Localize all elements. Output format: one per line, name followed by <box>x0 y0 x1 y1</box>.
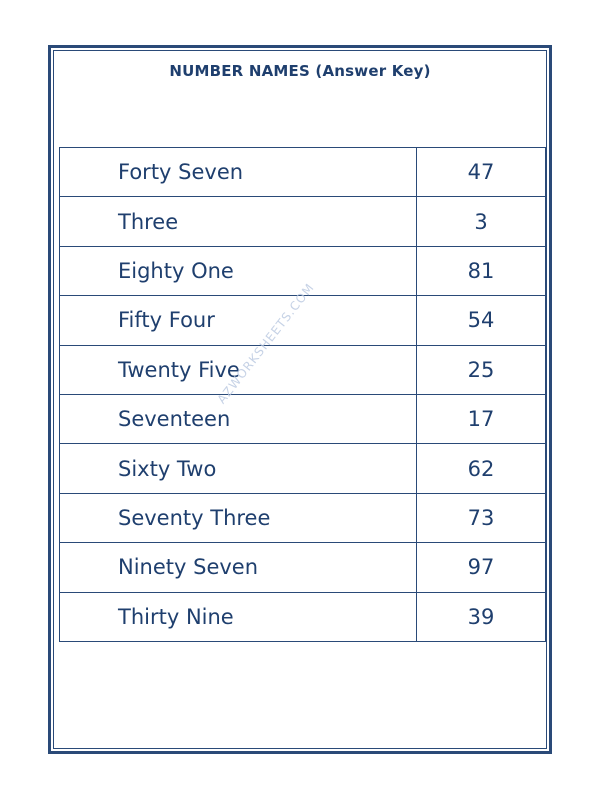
number-name-cell: Forty Seven <box>60 148 417 197</box>
number-value-cell: 62 <box>417 444 546 493</box>
table-row <box>60 444 546 493</box>
number-value-cell: 47 <box>417 148 546 197</box>
table-row <box>60 394 546 443</box>
page-title: NUMBER NAMES (Answer Key) <box>169 62 431 80</box>
table-row <box>60 493 546 542</box>
number-value-cell: 97 <box>417 543 546 592</box>
number-value-cell: 25 <box>417 345 546 394</box>
number-value-cell: 39 <box>417 592 546 641</box>
number-value-cell: 73 <box>417 493 546 542</box>
watermark-text: AZWORKSHEETS.COM <box>214 280 318 407</box>
answer-key-table <box>59 147 546 642</box>
number-value-cell: 3 <box>417 197 546 246</box>
table-row <box>60 592 546 641</box>
number-name-cell: Fifty Four <box>60 296 417 345</box>
number-name-cell: Thirty Nine <box>60 592 417 641</box>
table-row <box>60 543 546 592</box>
number-value-cell: 54 <box>417 296 546 345</box>
number-name-cell: Twenty Five <box>60 345 417 394</box>
number-name-cell: Seventy Three <box>60 493 417 542</box>
number-name-cell: Seventeen <box>60 394 417 443</box>
table-row <box>60 197 546 246</box>
table-row <box>60 148 546 197</box>
number-name-cell: Ninety Seven <box>60 543 417 592</box>
number-name-cell: Three <box>60 197 417 246</box>
number-value-cell: 81 <box>417 246 546 295</box>
number-value-cell: 17 <box>417 394 546 443</box>
table-row <box>60 345 546 394</box>
number-name-cell: Sixty Two <box>60 444 417 493</box>
number-name-cell: Eighty One <box>60 246 417 295</box>
